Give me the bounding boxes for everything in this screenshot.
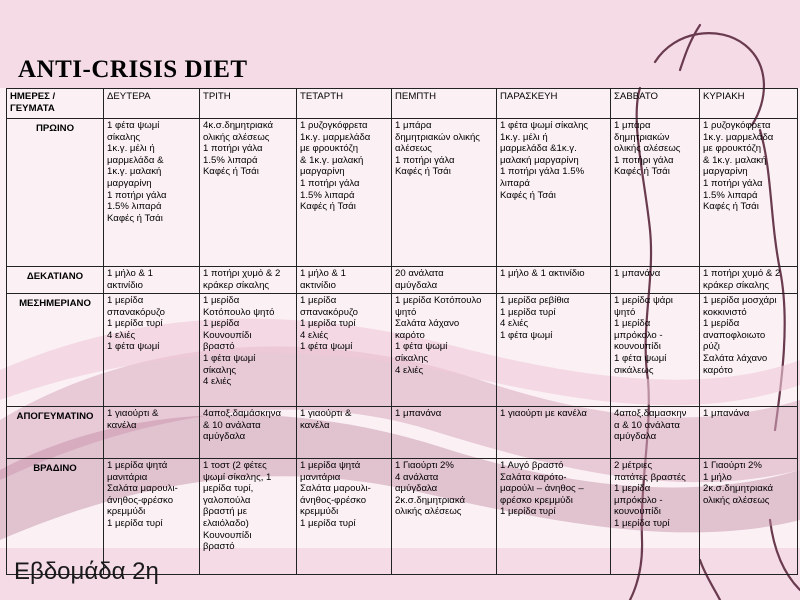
table-cell: 1 μερίδα Κοτόπουλο ψητό Σαλάτα λάχανο καρότο 1 φέτα ψωμί σίκαλης 4 ελιές xyxy=(392,294,497,407)
table-cell: 1 μερίδα μοσχάρι κοκκινιστό 1 μερίδα αναποφλοιωτο ρύζι Σαλάτα λάχανο καρότο xyxy=(700,294,798,407)
table-cell: 1 μερίδα σπανακόρυζο 1 μερίδα τυρί 4 ελιές 1 φέτα ψωμί xyxy=(297,294,392,407)
header-corner: ΗΜΕΡΕΣ / ΓΕΥΜΑΤΑ xyxy=(7,89,104,119)
header-day: ΣΑΒΒΑΤΟ xyxy=(611,89,700,119)
meal-label: ΔΕΚΑΤΙΑΝΟ xyxy=(7,267,104,294)
table-cell: 1 Γιαούρτι 2% 1 μήλο 2κ.σ.δημητριακά ολικής αλέσεως xyxy=(700,459,798,575)
table-cell: 1 ρυζογκόφρετα 1κ.γ. μαρμελάδα με φρουκτόζη & 1κ.γ. μαλακή μαργαρίνη 1 ποτήρι γάλα 1.5% λιπαρά Καφές ή Τσάι xyxy=(700,119,798,267)
table-cell: 1 ποτήρι χυμό & 2 κράκερ σίκαλης xyxy=(700,267,798,294)
table-cell: 1 Γιαούρτι 2% 4 ανάλατα αμύγδαλα 2κ.σ.δημητριακά ολικής αλέσεως xyxy=(392,459,497,575)
table-cell: 4κ.σ.δημητριακά ολικής αλέσεως 1 ποτήρι γάλα 1.5% λιπαρά Καφές ή Τσάι xyxy=(200,119,297,267)
meal-label: ΠΡΩΙΝΟ xyxy=(7,119,104,267)
header-day: ΤΕΤΑΡΤΗ xyxy=(297,89,392,119)
meal-label: ΑΠΟΓΕΥΜΑΤΙΝΟ xyxy=(7,407,104,459)
header-day: ΠΑΡΑΣΚΕΥΗ xyxy=(497,89,611,119)
table-cell: 1 μπανάνα xyxy=(611,267,700,294)
table-cell: 1 μπανάνα xyxy=(700,407,798,459)
table-cell: 1 μερίδα ψάρι ψητό 1 μερίδα μπρόκολο - κουνουπίδι 1 φέτα ψωμί σικάλεως xyxy=(611,294,700,407)
table-cell: 1 ρυζογκόφρετα 1κ.γ. μαρμελάδα με φρουκτόζη & 1κ.γ. μαλακή μαργαρίνη 1 ποτήρι γάλα 1.5% λιπαρά Καφές ή Τσάι xyxy=(297,119,392,267)
table-cell: 1 Αυγό βραστό Σαλάτα καρότο- μαρούλι – άνηθος – φρέσκο κρεμμύδι 1 μερίδα τυρί xyxy=(497,459,611,575)
table-cell: 1 μπανάνα xyxy=(392,407,497,459)
table-cell: 1 φέτα ψωμί σίκαλης 1κ.γ. μέλι ή μαρμελάδα & 1κ.γ. μαλακή μαργαρίνη 1 ποτήρι γάλα 1.5% λιπαρά Καφές ή Τσάι xyxy=(104,119,200,267)
header-day: ΤΡΙΤΗ xyxy=(200,89,297,119)
table-header-row xyxy=(7,89,798,119)
table-row-snack-morning xyxy=(7,267,798,294)
table-cell: 1 γιαούρτι & κανέλα xyxy=(297,407,392,459)
table-cell: 4αποξ.δαμάσκηνα & 10 ανάλατα αμύγδαλα xyxy=(200,407,297,459)
table-cell: 1 μερίδα Κοτόπουλο ψητό 1 μερίδα Κουνουπίδι βραστό 1 φέτα ψωμί σίκαλης 4 ελιές xyxy=(200,294,297,407)
table-cell: 2 μέτριες πατάτες βραστές 1 μερίδα μπρόκολο - κουνουπίδι 1 μερίδα τυρί xyxy=(611,459,700,575)
table-row-lunch xyxy=(7,294,798,407)
table-cell: 1 μήλο & 1 ακτινίδιο xyxy=(497,267,611,294)
table-cell: 1 μήλο & 1 ακτινίδιο xyxy=(104,267,200,294)
table-row-snack-afternoon xyxy=(7,407,798,459)
meal-label: ΒΡΑΔΙΝΟ xyxy=(7,459,104,575)
page-title: ANTI-CRISIS DIET xyxy=(18,56,248,83)
header-day: ΔΕΥΤΕΡΑ xyxy=(104,89,200,119)
table-cell: 20 ανάλατα αμύγδαλα xyxy=(392,267,497,294)
table-cell: 1 φέτα ψωμί σίκαλης 1κ.γ. μέλι ή μαρμελάδα &1κ.γ. μαλακή μαργαρίνη 1 ποτήρι γάλα 1.5% λιπαρά Καφές ή Τσάι xyxy=(497,119,611,267)
table-row-breakfast xyxy=(7,119,798,267)
table-cell: 1 μερίδα ρεβίθια 1 μερίδα τυρί 4 ελιές 1 φέτα ψωμί xyxy=(497,294,611,407)
table-cell: 1 μπάρα δημητριακών ολικής αλέσεως 1 ποτήρι γάλα Καφές ή Τσάι xyxy=(611,119,700,267)
header-day: ΠΕΜΠΤΗ xyxy=(392,89,497,119)
meal-label: ΜΕΣΗΜΕΡΙΑΝΟ xyxy=(7,294,104,407)
table-cell: 1 μερίδα σπανακόρυζο 1 μερίδα τυρί 4 ελιές 1 φέτα ψωμί xyxy=(104,294,200,407)
table-cell: 1 μερίδα ψητά μανιτάρια Σαλάτα μαρουλι- άνηθος-φρέσκο κρεμμύδι 1 μερίδα τυρί xyxy=(104,459,200,575)
table-cell: 1 τοστ (2 φέτες ψωμί σίκαλης, 1 μερίδα τυρί, γαλοπούλα βραστή με ελαιόλαδο) Κουνουπίδι βραστό xyxy=(200,459,297,575)
table-cell: 1 γιαούρτι & κανέλα xyxy=(104,407,200,459)
table-cell: 1 μερίδα ψητά μανιτάρια Σαλάτα μαρουλι- άνηθος-φρέσκο κρεμμύδι 1 μερίδα τυρί xyxy=(297,459,392,575)
table-cell: 1 γιαούρτι με κανέλα xyxy=(497,407,611,459)
table-cell: 1 μήλο & 1 ακτινίδιο xyxy=(297,267,392,294)
diet-table xyxy=(6,88,798,575)
week-label: Εβδομάδα 2η xyxy=(14,558,159,585)
table-cell: 4αποξ.δαμασκην α & 10 ανάλατα αμύγδαλα xyxy=(611,407,700,459)
table-cell: 1 ποτήρι χυμό & 2 κράκερ σίκαλης xyxy=(200,267,297,294)
table-cell: 1 μπάρα δημητριακών ολικής αλέσεως 1 ποτήρι γάλα Καφές ή Τσάι xyxy=(392,119,497,267)
header-day: ΚΥΡΙΑΚΗ xyxy=(700,89,798,119)
